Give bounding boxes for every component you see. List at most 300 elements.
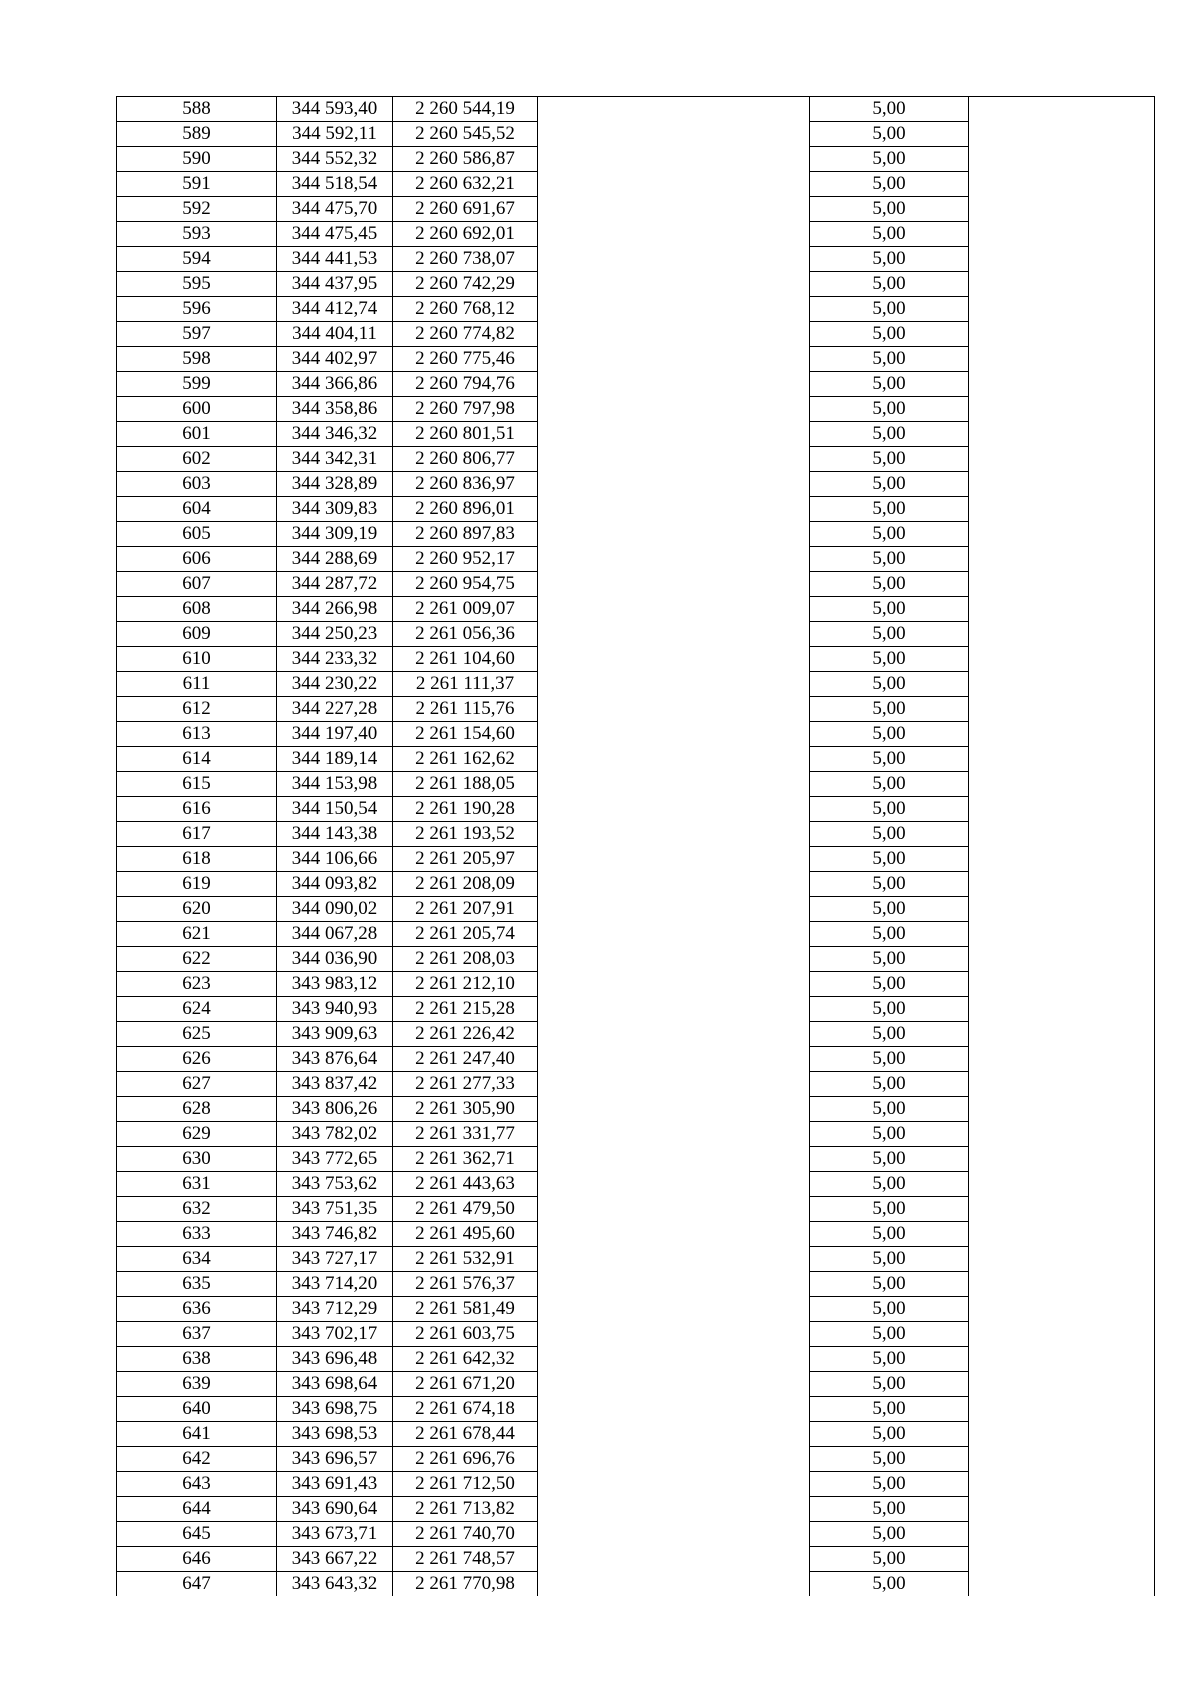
empty-cell <box>538 397 810 422</box>
point-number-cell: 606 <box>117 547 277 572</box>
point-number-cell: 613 <box>117 722 277 747</box>
y-coordinate-cell: 2 261 162,62 <box>393 747 538 772</box>
empty-cell <box>538 422 810 447</box>
empty-cell <box>969 922 1155 947</box>
point-number-cell: 589 <box>117 122 277 147</box>
value-cell: 5,00 <box>810 847 969 872</box>
x-coordinate-cell: 343 806,26 <box>277 1097 393 1122</box>
y-coordinate-cell: 2 261 770,98 <box>393 1572 538 1597</box>
empty-cell <box>969 347 1155 372</box>
empty-cell <box>969 822 1155 847</box>
x-coordinate-cell: 344 346,32 <box>277 422 393 447</box>
point-number-cell: 599 <box>117 372 277 397</box>
point-number-cell: 635 <box>117 1272 277 1297</box>
empty-cell <box>969 1022 1155 1047</box>
y-coordinate-cell: 2 260 797,98 <box>393 397 538 422</box>
table-row <box>117 797 1155 822</box>
y-coordinate-cell: 2 261 226,42 <box>393 1022 538 1047</box>
x-coordinate-cell: 344 475,45 <box>277 222 393 247</box>
empty-cell <box>538 247 810 272</box>
empty-cell <box>969 1372 1155 1397</box>
y-coordinate-cell: 2 261 678,44 <box>393 1422 538 1447</box>
y-coordinate-cell: 2 261 111,37 <box>393 672 538 697</box>
value-cell: 5,00 <box>810 297 969 322</box>
point-number-cell: 610 <box>117 647 277 672</box>
x-coordinate-cell: 344 552,32 <box>277 147 393 172</box>
x-coordinate-cell: 343 751,35 <box>277 1197 393 1222</box>
empty-cell <box>969 1047 1155 1072</box>
value-cell: 5,00 <box>810 1522 969 1547</box>
point-number-cell: 637 <box>117 1322 277 1347</box>
value-cell: 5,00 <box>810 1572 969 1597</box>
table-row <box>117 1072 1155 1097</box>
empty-cell <box>538 122 810 147</box>
x-coordinate-cell: 344 233,32 <box>277 647 393 672</box>
y-coordinate-cell: 2 260 896,01 <box>393 497 538 522</box>
y-coordinate-cell: 2 261 495,60 <box>393 1222 538 1247</box>
empty-cell <box>969 1522 1155 1547</box>
empty-cell <box>969 1472 1155 1497</box>
empty-cell <box>538 472 810 497</box>
x-coordinate-cell: 344 250,23 <box>277 622 393 647</box>
empty-cell <box>538 747 810 772</box>
point-number-cell: 624 <box>117 997 277 1022</box>
y-coordinate-cell: 2 261 642,32 <box>393 1347 538 1372</box>
empty-cell <box>969 272 1155 297</box>
empty-cell <box>969 472 1155 497</box>
value-cell: 5,00 <box>810 472 969 497</box>
table-row <box>117 422 1155 447</box>
y-coordinate-cell: 2 260 742,29 <box>393 272 538 297</box>
point-number-cell: 645 <box>117 1522 277 1547</box>
empty-cell <box>538 322 810 347</box>
x-coordinate-cell: 343 772,65 <box>277 1147 393 1172</box>
y-coordinate-cell: 2 261 208,03 <box>393 947 538 972</box>
point-number-cell: 632 <box>117 1197 277 1222</box>
x-coordinate-cell: 343 698,64 <box>277 1372 393 1397</box>
empty-cell <box>969 1147 1155 1172</box>
empty-cell <box>538 522 810 547</box>
empty-cell <box>969 147 1155 172</box>
x-coordinate-cell: 344 309,19 <box>277 522 393 547</box>
table-row <box>117 147 1155 172</box>
y-coordinate-cell: 2 260 774,82 <box>393 322 538 347</box>
point-number-cell: 592 <box>117 197 277 222</box>
x-coordinate-cell: 344 266,98 <box>277 597 393 622</box>
y-coordinate-cell: 2 260 775,46 <box>393 347 538 372</box>
point-number-cell: 634 <box>117 1247 277 1272</box>
y-coordinate-cell: 2 260 586,87 <box>393 147 538 172</box>
value-cell: 5,00 <box>810 1247 969 1272</box>
table-row <box>117 897 1155 922</box>
empty-cell <box>538 622 810 647</box>
empty-cell <box>969 372 1155 397</box>
y-coordinate-cell: 2 261 215,28 <box>393 997 538 1022</box>
y-coordinate-cell: 2 261 748,57 <box>393 1547 538 1572</box>
empty-cell <box>538 447 810 472</box>
value-cell: 5,00 <box>810 547 969 572</box>
empty-cell <box>969 397 1155 422</box>
empty-cell <box>969 572 1155 597</box>
empty-cell <box>969 97 1155 122</box>
point-number-cell: 642 <box>117 1447 277 1472</box>
point-number-cell: 614 <box>117 747 277 772</box>
empty-cell <box>538 1372 810 1397</box>
table-row <box>117 547 1155 572</box>
value-cell: 5,00 <box>810 797 969 822</box>
table-row <box>117 247 1155 272</box>
point-number-cell: 633 <box>117 1222 277 1247</box>
x-coordinate-cell: 344 475,70 <box>277 197 393 222</box>
y-coordinate-cell: 2 261 479,50 <box>393 1197 538 1222</box>
point-number-cell: 604 <box>117 497 277 522</box>
empty-cell <box>538 1047 810 1072</box>
empty-cell <box>969 697 1155 722</box>
value-cell: 5,00 <box>810 772 969 797</box>
value-cell: 5,00 <box>810 447 969 472</box>
table-row <box>117 197 1155 222</box>
table-row <box>117 747 1155 772</box>
value-cell: 5,00 <box>810 672 969 697</box>
table-row <box>117 1397 1155 1422</box>
y-coordinate-cell: 2 261 247,40 <box>393 1047 538 1072</box>
value-cell: 5,00 <box>810 147 969 172</box>
point-number-cell: 590 <box>117 147 277 172</box>
empty-cell <box>538 297 810 322</box>
table-row <box>117 622 1155 647</box>
point-number-cell: 620 <box>117 897 277 922</box>
value-cell: 5,00 <box>810 1322 969 1347</box>
x-coordinate-cell: 343 696,48 <box>277 1347 393 1372</box>
table-row <box>117 1347 1155 1372</box>
y-coordinate-cell: 2 261 581,49 <box>393 1297 538 1322</box>
table-row <box>117 222 1155 247</box>
y-coordinate-cell: 2 261 603,75 <box>393 1322 538 1347</box>
y-coordinate-cell: 2 261 576,37 <box>393 1272 538 1297</box>
point-number-cell: 594 <box>117 247 277 272</box>
empty-cell <box>538 197 810 222</box>
value-cell: 5,00 <box>810 1347 969 1372</box>
value-cell: 5,00 <box>810 247 969 272</box>
point-number-cell: 639 <box>117 1372 277 1397</box>
table-row <box>117 922 1155 947</box>
value-cell: 5,00 <box>810 347 969 372</box>
value-cell: 5,00 <box>810 322 969 347</box>
point-number-cell: 630 <box>117 1147 277 1172</box>
value-cell: 5,00 <box>810 747 969 772</box>
empty-cell <box>538 1297 810 1322</box>
point-number-cell: 615 <box>117 772 277 797</box>
value-cell: 5,00 <box>810 1097 969 1122</box>
table-row <box>117 1497 1155 1522</box>
x-coordinate-cell: 344 067,28 <box>277 922 393 947</box>
point-number-cell: 623 <box>117 972 277 997</box>
x-coordinate-cell: 344 153,98 <box>277 772 393 797</box>
x-coordinate-cell: 344 143,38 <box>277 822 393 847</box>
table-row <box>117 1197 1155 1222</box>
y-coordinate-cell: 2 260 897,83 <box>393 522 538 547</box>
table-row <box>117 1297 1155 1322</box>
table-row <box>117 597 1155 622</box>
value-cell: 5,00 <box>810 1072 969 1097</box>
empty-cell <box>969 247 1155 272</box>
x-coordinate-cell: 344 342,31 <box>277 447 393 472</box>
value-cell: 5,00 <box>810 1222 969 1247</box>
table-row <box>117 322 1155 347</box>
value-cell: 5,00 <box>810 1397 969 1422</box>
y-coordinate-cell: 2 261 009,07 <box>393 597 538 622</box>
empty-cell <box>538 272 810 297</box>
value-cell: 5,00 <box>810 947 969 972</box>
x-coordinate-cell: 343 837,42 <box>277 1072 393 1097</box>
empty-cell <box>538 997 810 1022</box>
x-coordinate-cell: 344 404,11 <box>277 322 393 347</box>
x-coordinate-cell: 344 358,86 <box>277 397 393 422</box>
table-row <box>117 1047 1155 1072</box>
table-row <box>117 772 1155 797</box>
empty-cell <box>969 222 1155 247</box>
y-coordinate-cell: 2 261 056,36 <box>393 622 538 647</box>
table-row <box>117 1522 1155 1547</box>
point-number-cell: 644 <box>117 1497 277 1522</box>
empty-cell <box>969 197 1155 222</box>
empty-cell <box>538 147 810 172</box>
value-cell: 5,00 <box>810 647 969 672</box>
x-coordinate-cell: 343 643,32 <box>277 1572 393 1597</box>
empty-cell <box>538 1222 810 1247</box>
value-cell: 5,00 <box>810 922 969 947</box>
empty-cell <box>538 347 810 372</box>
empty-cell <box>538 897 810 922</box>
x-coordinate-cell: 343 712,29 <box>277 1297 393 1322</box>
empty-cell <box>969 422 1155 447</box>
empty-cell <box>969 997 1155 1022</box>
point-number-cell: 618 <box>117 847 277 872</box>
y-coordinate-cell: 2 260 691,67 <box>393 197 538 222</box>
x-coordinate-cell: 344 518,54 <box>277 172 393 197</box>
x-coordinate-cell: 344 106,66 <box>277 847 393 872</box>
x-coordinate-cell: 344 328,89 <box>277 472 393 497</box>
value-cell: 5,00 <box>810 1547 969 1572</box>
table-row <box>117 1422 1155 1447</box>
y-coordinate-cell: 2 260 794,76 <box>393 372 538 397</box>
empty-cell <box>969 797 1155 822</box>
x-coordinate-cell: 343 909,63 <box>277 1022 393 1047</box>
table-row <box>117 1147 1155 1172</box>
empty-cell <box>538 1122 810 1147</box>
empty-cell <box>969 1172 1155 1197</box>
empty-cell <box>969 1197 1155 1222</box>
empty-cell <box>969 1397 1155 1422</box>
x-coordinate-cell: 343 876,64 <box>277 1047 393 1072</box>
y-coordinate-cell: 2 261 115,76 <box>393 697 538 722</box>
point-number-cell: 631 <box>117 1172 277 1197</box>
value-cell: 5,00 <box>810 997 969 1022</box>
empty-cell <box>969 522 1155 547</box>
empty-cell <box>969 497 1155 522</box>
x-coordinate-cell: 344 288,69 <box>277 547 393 572</box>
empty-cell <box>969 1322 1155 1347</box>
empty-cell <box>969 322 1155 347</box>
y-coordinate-cell: 2 261 104,60 <box>393 647 538 672</box>
table-row <box>117 1022 1155 1047</box>
value-cell: 5,00 <box>810 622 969 647</box>
value-cell: 5,00 <box>810 1197 969 1222</box>
empty-cell <box>538 222 810 247</box>
point-number-cell: 640 <box>117 1397 277 1422</box>
point-number-cell: 621 <box>117 922 277 947</box>
point-number-cell: 596 <box>117 297 277 322</box>
value-cell: 5,00 <box>810 1297 969 1322</box>
point-number-cell: 602 <box>117 447 277 472</box>
table-row <box>117 997 1155 1022</box>
y-coordinate-cell: 2 260 545,52 <box>393 122 538 147</box>
x-coordinate-cell: 344 366,86 <box>277 372 393 397</box>
point-number-cell: 626 <box>117 1047 277 1072</box>
table-row <box>117 172 1155 197</box>
table-row <box>117 822 1155 847</box>
table-row <box>117 447 1155 472</box>
y-coordinate-cell: 2 261 305,90 <box>393 1097 538 1122</box>
empty-cell <box>538 1097 810 1122</box>
table-row <box>117 297 1155 322</box>
empty-cell <box>969 1497 1155 1522</box>
y-coordinate-cell: 2 260 738,07 <box>393 247 538 272</box>
value-cell: 5,00 <box>810 722 969 747</box>
empty-cell <box>538 1247 810 1272</box>
y-coordinate-cell: 2 260 801,51 <box>393 422 538 447</box>
y-coordinate-cell: 2 260 632,21 <box>393 172 538 197</box>
value-cell: 5,00 <box>810 897 969 922</box>
empty-cell <box>538 1322 810 1347</box>
value-cell: 5,00 <box>810 122 969 147</box>
empty-cell <box>969 972 1155 997</box>
empty-cell <box>969 747 1155 772</box>
empty-cell <box>969 1572 1155 1597</box>
y-coordinate-cell: 2 261 193,52 <box>393 822 538 847</box>
point-number-cell: 605 <box>117 522 277 547</box>
empty-cell <box>538 597 810 622</box>
empty-cell <box>969 1247 1155 1272</box>
table-row <box>117 722 1155 747</box>
x-coordinate-cell: 343 782,02 <box>277 1122 393 1147</box>
table-row <box>117 497 1155 522</box>
empty-cell <box>969 447 1155 472</box>
table-row <box>117 372 1155 397</box>
point-number-cell: 603 <box>117 472 277 497</box>
table-row <box>117 972 1155 997</box>
empty-cell <box>538 1272 810 1297</box>
x-coordinate-cell: 343 698,53 <box>277 1422 393 1447</box>
table-row <box>117 472 1155 497</box>
point-number-cell: 629 <box>117 1122 277 1147</box>
x-coordinate-cell: 344 441,53 <box>277 247 393 272</box>
y-coordinate-cell: 2 261 712,50 <box>393 1472 538 1497</box>
empty-cell <box>538 722 810 747</box>
x-coordinate-cell: 343 690,64 <box>277 1497 393 1522</box>
x-coordinate-cell: 343 673,71 <box>277 1522 393 1547</box>
value-cell: 5,00 <box>810 1447 969 1472</box>
table-row <box>117 397 1155 422</box>
empty-cell <box>538 1547 810 1572</box>
table-row <box>117 1372 1155 1397</box>
empty-cell <box>538 772 810 797</box>
x-coordinate-cell: 344 309,83 <box>277 497 393 522</box>
empty-cell <box>969 1072 1155 1097</box>
point-number-cell: 617 <box>117 822 277 847</box>
x-coordinate-cell: 344 287,72 <box>277 572 393 597</box>
empty-cell <box>969 772 1155 797</box>
empty-cell <box>969 1422 1155 1447</box>
table-row <box>117 97 1155 122</box>
value-cell: 5,00 <box>810 522 969 547</box>
empty-cell <box>969 1097 1155 1122</box>
point-number-cell: 595 <box>117 272 277 297</box>
empty-cell <box>969 1122 1155 1147</box>
x-coordinate-cell: 343 727,17 <box>277 1247 393 1272</box>
x-coordinate-cell: 344 090,02 <box>277 897 393 922</box>
table-row <box>117 1097 1155 1122</box>
empty-cell <box>969 897 1155 922</box>
empty-cell <box>538 1522 810 1547</box>
empty-cell <box>538 497 810 522</box>
table-row <box>117 572 1155 597</box>
empty-cell <box>538 372 810 397</box>
y-coordinate-cell: 2 260 768,12 <box>393 297 538 322</box>
table-row <box>117 697 1155 722</box>
value-cell: 5,00 <box>810 1172 969 1197</box>
x-coordinate-cell: 343 753,62 <box>277 1172 393 1197</box>
empty-cell <box>538 697 810 722</box>
y-coordinate-cell: 2 261 190,28 <box>393 797 538 822</box>
point-number-cell: 609 <box>117 622 277 647</box>
y-coordinate-cell: 2 261 277,33 <box>393 1072 538 1097</box>
value-cell: 5,00 <box>810 1372 969 1397</box>
y-coordinate-cell: 2 261 207,91 <box>393 897 538 922</box>
table-row <box>117 1472 1155 1497</box>
empty-cell <box>969 647 1155 672</box>
y-coordinate-cell: 2 261 532,91 <box>393 1247 538 1272</box>
y-coordinate-cell: 2 260 544,19 <box>393 97 538 122</box>
empty-cell <box>969 722 1155 747</box>
value-cell: 5,00 <box>810 597 969 622</box>
empty-cell <box>538 672 810 697</box>
empty-cell <box>538 1172 810 1197</box>
y-coordinate-cell: 2 261 713,82 <box>393 1497 538 1522</box>
empty-cell <box>538 972 810 997</box>
point-number-cell: 625 <box>117 1022 277 1047</box>
x-coordinate-cell: 343 696,57 <box>277 1447 393 1472</box>
point-number-cell: 600 <box>117 397 277 422</box>
empty-cell <box>969 1297 1155 1322</box>
empty-cell <box>538 1472 810 1497</box>
value-cell: 5,00 <box>810 197 969 222</box>
empty-cell <box>969 622 1155 647</box>
empty-cell <box>969 1272 1155 1297</box>
x-coordinate-cell: 343 691,43 <box>277 1472 393 1497</box>
x-coordinate-cell: 343 702,17 <box>277 1322 393 1347</box>
x-coordinate-cell: 343 983,12 <box>277 972 393 997</box>
x-coordinate-cell: 344 412,74 <box>277 297 393 322</box>
empty-cell <box>538 797 810 822</box>
point-number-cell: 638 <box>117 1347 277 1372</box>
x-coordinate-cell: 343 698,75 <box>277 1397 393 1422</box>
table-row <box>117 1172 1155 1197</box>
empty-cell <box>538 947 810 972</box>
point-number-cell: 628 <box>117 1097 277 1122</box>
table-row <box>117 847 1155 872</box>
table-row <box>117 1272 1155 1297</box>
